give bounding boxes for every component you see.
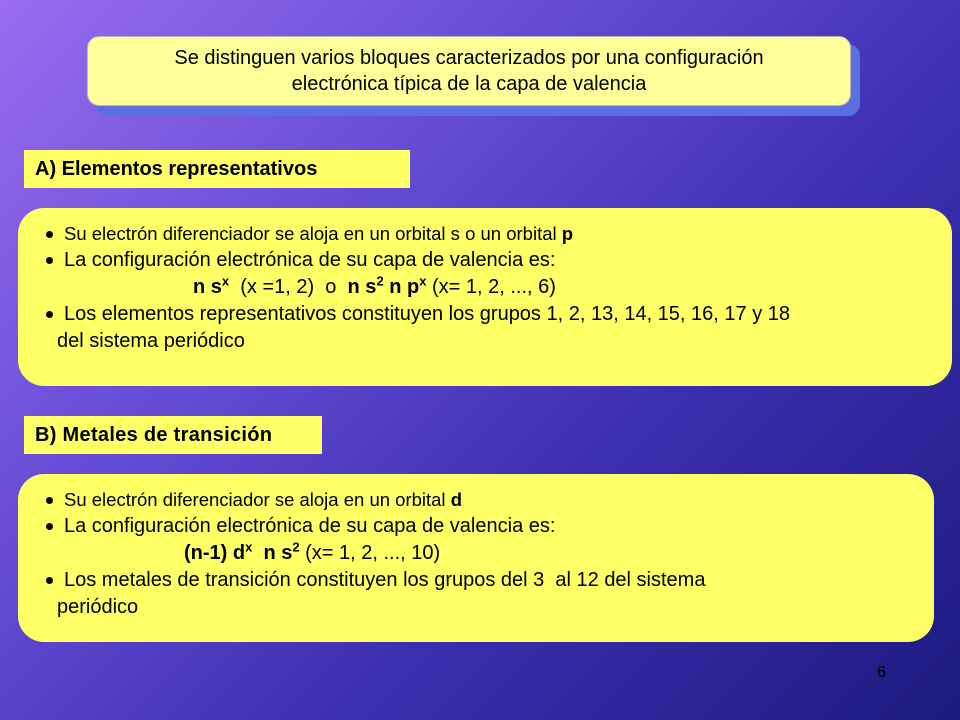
section-a-bullet-1: Su electrón diferenciador se aloja en un orbital s o un orbital p [64, 223, 574, 244]
intro-callout [87, 36, 851, 106]
section-b-bullet-3: Los metales de transición constituyen los grupos del 3 al 12 del sistema [64, 569, 706, 591]
section-b-panel [18, 474, 934, 642]
page-number: 6 [877, 664, 886, 681]
section-a-formula: n $s^x$ (x =1, 2) o n $s^2$ n $p^x$ (x= 1, 2, ..., 6) [193, 273, 556, 298]
section-b-bullet-2: La configuración electrónica de su capa de valencia es: [64, 515, 556, 537]
section-b-bullet-1: Su electrón diferenciador se aloja en un orbital d [64, 489, 462, 510]
section-b-title: B) Metales de transición [24, 416, 322, 454]
section-a-bullet-3-cont: del sistema periódico [57, 330, 245, 352]
section-a-bullet-3: Los elementos representativos constituyen los grupos 1, 2, 13, 14, 15, 16, 17 y 18 [64, 303, 791, 325]
section-b-bullet-3-cont: periódico [57, 596, 139, 618]
section-a-title: A) Elementos representativos [24, 150, 410, 188]
section-a-bullet-2: La configuración electrónica de su capa de valencia es: [64, 249, 556, 271]
callout-line-1: Se distinguen varios bloques caracterizados por una configuración [174, 47, 764, 69]
callout-line-2: electrónica típica de la capa de valencia [291, 73, 647, 95]
section-a-panel [18, 208, 952, 386]
section-b-formula: (n-1) $d^x$ n $s^2$ (x= 1, 2, ..., 10) [184, 539, 441, 564]
